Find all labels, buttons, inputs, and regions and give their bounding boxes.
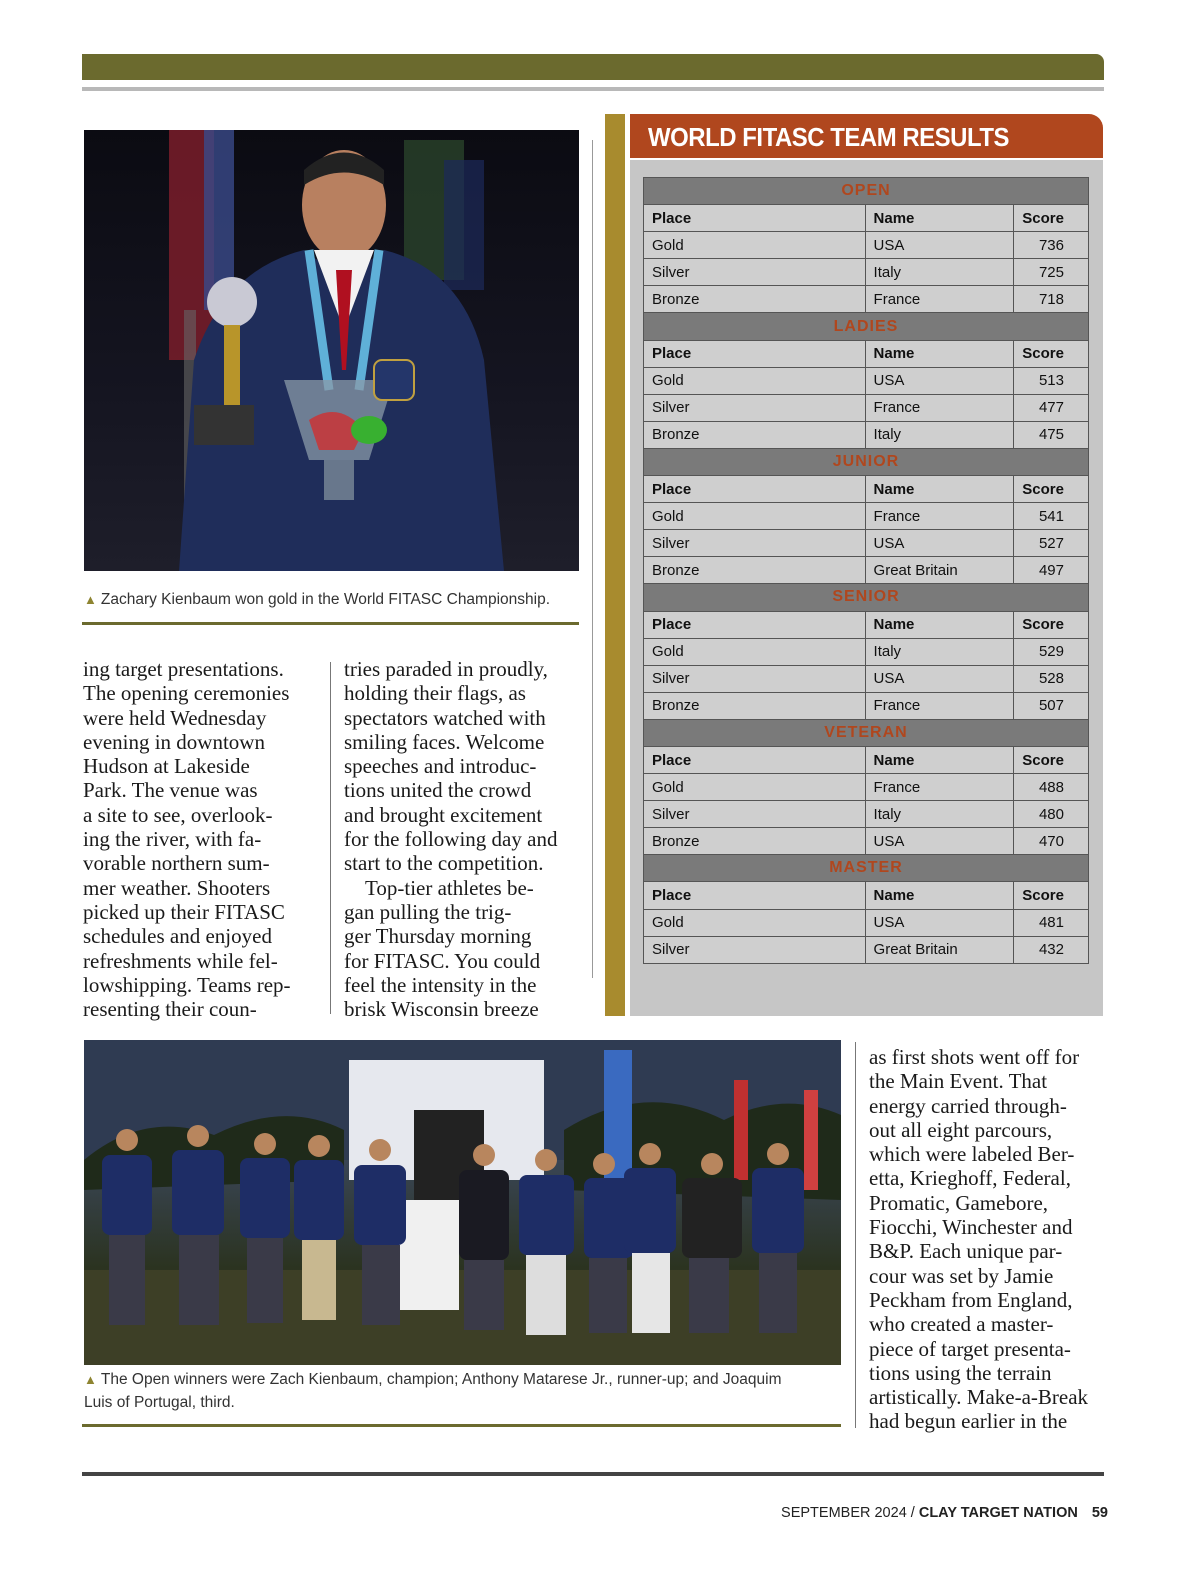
text-line: ing the river, with fa- [83,827,262,852]
text-line: The opening ceremonies [83,681,290,706]
name-cell: Italy [865,638,1014,665]
column-header: Score [1014,746,1089,773]
text-line: picked up their FITASC [83,899,285,924]
section-label: LADIES [644,313,1089,340]
name-cell: Great Britain [865,936,1014,963]
results-header-row [644,205,1089,232]
text-line: brisk Wisconsin breeze [344,997,539,1022]
text-line: energy carried through- [869,1093,1067,1118]
text-line: vorable northern sum- [83,851,270,876]
photo2-caption-rule [82,1424,841,1427]
column-header: Score [1014,611,1089,638]
table-row [644,774,1089,801]
results-section-senior [644,584,1089,611]
results-header-row [644,746,1089,773]
place-cell: Silver [644,801,866,828]
column-header: Score [1014,205,1089,232]
results-header-row [644,476,1089,503]
column-header: Place [644,340,866,367]
column-header: Score [1014,882,1089,909]
text-line: were held Wednesday [83,705,267,730]
text-line: Peckham from England, [869,1287,1073,1312]
table-row [644,394,1089,421]
results-section-open [644,178,1089,205]
page-footer [781,1505,1108,1521]
column-header: Score [1014,340,1089,367]
results-section-ladies [644,313,1089,340]
place-cell: Gold [644,232,866,259]
text-line: for the following day and [344,827,558,852]
name-cell: USA [865,232,1014,259]
place-cell: Silver [644,665,866,692]
name-cell: Italy [865,421,1014,448]
text-line: lowshipping. Teams rep- [83,972,291,997]
name-cell: Italy [865,259,1014,286]
name-cell: Great Britain [865,557,1014,584]
section-label: VETERAN [644,719,1089,746]
text-line: piece of target presenta- [869,1336,1071,1361]
column-header: Name [865,882,1014,909]
table-row [644,503,1089,530]
column-header: Place [644,205,866,232]
score-cell: 541 [1014,503,1089,530]
place-cell: Gold [644,367,866,394]
footer-rule [82,1472,1104,1476]
text-line: resenting their coun- [83,997,257,1022]
place-cell: Gold [644,503,866,530]
text-line: out all eight parcours, [869,1117,1053,1142]
place-cell: Bronze [644,828,866,855]
article-column-2 [344,657,557,1021]
table-row [644,665,1089,692]
results-section-junior [644,448,1089,475]
column-divider [855,1042,856,1428]
name-cell: France [865,503,1014,530]
table-row [644,367,1089,394]
score-cell: 527 [1014,530,1089,557]
results-title-bar [630,114,1103,158]
table-row [644,421,1089,448]
podium-illustration [84,1040,841,1365]
section-label: JUNIOR [644,448,1089,475]
triangle-icon: ▲ [84,1372,97,1387]
text-line: as first shots went off for [869,1045,1080,1069]
text-line: who created a master- [869,1312,1054,1337]
text-line: a site to see, overlook- [83,802,273,827]
page-number: 59 [1091,1505,1108,1521]
score-cell: 513 [1014,367,1089,394]
column-header: Name [865,476,1014,503]
text-line: cour was set by Jamie [869,1263,1054,1288]
column-header: Name [865,746,1014,773]
text-line: and brought excitement [344,802,543,827]
name-cell: France [865,286,1014,313]
table-row [644,801,1089,828]
kienbaum-photo [84,130,579,571]
score-cell: 475 [1014,421,1089,448]
results-header-row [644,340,1089,367]
footer-issue: SEPTEMBER 2024 / [781,1505,915,1521]
results-section-veteran [644,719,1089,746]
score-cell: 481 [1014,909,1089,936]
text-line: mer weather. Shooters [83,875,271,900]
name-cell: France [865,692,1014,719]
score-cell: 736 [1014,232,1089,259]
text-line: Promatic, Gamebore, [869,1190,1049,1215]
column-header: Place [644,882,866,909]
place-cell: Bronze [644,557,866,584]
photo1-caption: ▲ Zachary Kienbaum won gold in the World FITASC Championship. [84,591,551,608]
column-header: Name [865,205,1014,232]
table-row [644,638,1089,665]
name-cell: France [865,774,1014,801]
score-cell: 528 [1014,665,1089,692]
score-cell: 432 [1014,936,1089,963]
text-line: holding their flags, as [344,681,526,706]
column-divider [330,662,331,1014]
article-column-1 [83,657,291,1021]
table-row [644,557,1089,584]
score-cell: 718 [1014,286,1089,313]
score-cell: 470 [1014,828,1089,855]
place-cell: Bronze [644,286,866,313]
text-line: Top-tier athletes be- [344,875,534,900]
name-cell: USA [865,828,1014,855]
header-rule [82,87,1104,91]
table-row [644,232,1089,259]
footer-magazine: CLAY TARGET NATION [918,1505,1078,1521]
text-line: smiling faces. Welcome [344,729,545,754]
results-table [643,177,1089,964]
text-line: the Main Event. That [869,1069,1048,1094]
text-line: spectators watched with [344,705,546,730]
score-cell: 725 [1014,259,1089,286]
section-label: SENIOR [644,584,1089,611]
score-cell: 529 [1014,638,1089,665]
column-header: Place [644,746,866,773]
results-section-master [644,855,1089,882]
text-line: Park. The venue was [83,778,258,803]
text-line: refreshments while fel- [83,948,278,973]
name-cell: USA [865,909,1014,936]
place-cell: Bronze [644,692,866,719]
place-cell: Gold [644,909,866,936]
table-row [644,692,1089,719]
text-line: had begun earlier in the [869,1409,1068,1434]
name-cell: USA [865,665,1014,692]
photo1-caption-rule [82,622,579,625]
text-line: B&P. Each unique par- [869,1239,1063,1264]
table-row [644,828,1089,855]
name-cell: France [865,394,1014,421]
place-cell: Silver [644,259,866,286]
score-cell: 507 [1014,692,1089,719]
text-line: artistically. Make-a-Break [869,1385,1089,1410]
results-accent-bar [605,114,625,1016]
text-line: ger Thursday morning [344,924,532,949]
place-cell: Silver [644,936,866,963]
table-row [644,286,1089,313]
text-line: for FITASC. You could [344,948,541,973]
kienbaum-illustration [84,130,579,571]
table-row [644,259,1089,286]
table-row [644,530,1089,557]
results-header-row [644,882,1089,909]
name-cell: Italy [865,801,1014,828]
results-title: WORLD FITASC TEAM RESULTS [648,122,1010,152]
column-header: Place [644,476,866,503]
place-cell: Silver [644,530,866,557]
place-cell: Gold [644,774,866,801]
score-cell: 488 [1014,774,1089,801]
text-line: tions using the terrain [869,1360,1052,1385]
column-divider [592,140,593,978]
place-cell: Gold [644,638,866,665]
photo2-caption: ▲ The Open winners were Zach Kienbaum, champion; Anthony Matarese Jr., runner-up; and Joaquim Luis of Portugal, third. [84,1371,782,1411]
table-row [644,936,1089,963]
triangle-icon: ▲ [84,592,97,607]
text-line: gan pulling the trig- [344,899,512,924]
results-header-row [644,611,1089,638]
text-line: Hudson at Lakeside [83,754,250,779]
text-line: tions united the crowd [344,778,532,803]
column-header: Score [1014,476,1089,503]
score-cell: 477 [1014,394,1089,421]
place-cell: Bronze [644,421,866,448]
score-cell: 480 [1014,801,1089,828]
text-line: speeches and introduc- [344,754,537,779]
section-label: MASTER [644,855,1089,882]
section-label: OPEN [644,178,1089,205]
header-bar [82,54,1104,80]
table-row [644,909,1089,936]
name-cell: USA [865,367,1014,394]
text-line: etta, Krieghoff, Federal, [869,1166,1071,1191]
text-line: start to the competition. [344,851,544,876]
open-winners-photo [84,1040,841,1365]
column-header: Place [644,611,866,638]
text-line: schedules and enjoyed [83,924,272,949]
text-line: feel the intensity in the [344,972,537,997]
name-cell: USA [865,530,1014,557]
article-column-3 [869,1045,1088,1434]
column-header: Name [865,340,1014,367]
column-header: Name [865,611,1014,638]
text-line: tries paraded in proudly, [344,657,548,681]
text-line: evening in downtown [83,729,265,754]
text-line: Fiocchi, Winchester and [869,1215,1073,1240]
place-cell: Silver [644,394,866,421]
score-cell: 497 [1014,557,1089,584]
text-line: ing target presentations. [83,657,284,681]
text-line: which were labeled Ber- [869,1142,1075,1167]
